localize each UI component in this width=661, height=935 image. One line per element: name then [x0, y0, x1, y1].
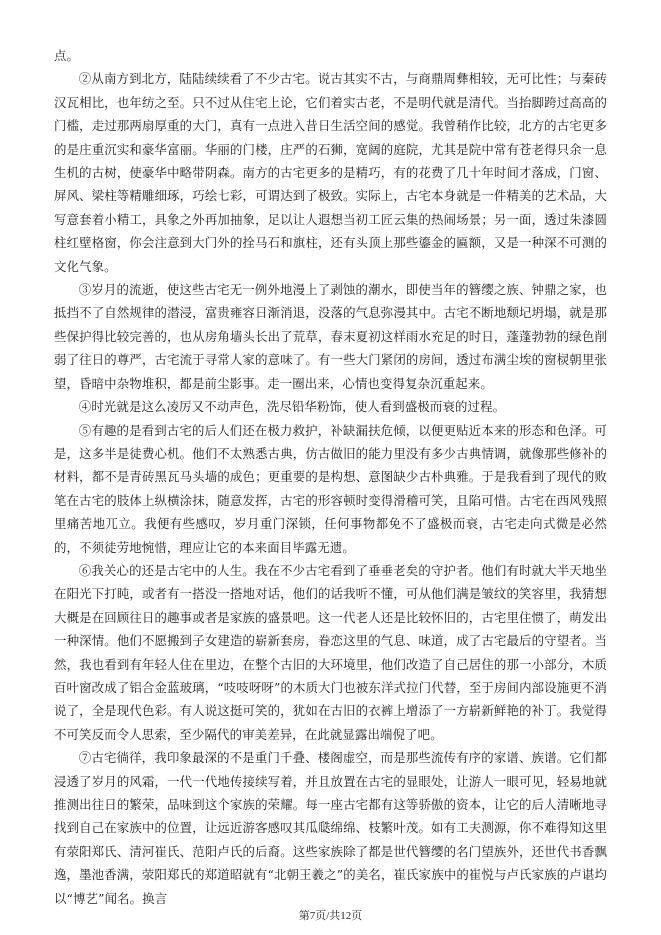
paragraph-5: ⑤有趣的是看到古宅的后人们还在极力救护，补缺漏扶危倾，以便更贴近本来的形态和色泽。可是，这多半是徒费心机。他们不太熟悉古典，仿古做旧的能力里没有多少古典情调，就像那些修补的材料，都不是青砖黑瓦马头墙的成色；更重要的是构想、意图缺少古朴典雅。于是我看到了现代的败笔在古宅的肢体上纵横涂抹，随意发挥，古宅的形容顿时变得滑稽可笑，且陷可惜。古宅在西风残照里痛苦地兀立。我便有些感叹，岁月重门深锁，任何事物都免不了盛极而衰，古宅走向式微是必然的，不须徒劳地惋惜，理应让它的本来面目毕露无遗。: [54, 422, 607, 555]
page-number-footer: 第7页/共12页: [298, 910, 363, 922]
paragraph-2: ②从南方到北方，陆陆续续看了不少古宅。说古其实不古，与商鼎周彝相较，无可比性；与秦砖汉瓦相比，也年纺之至。只不过从住宅上论，它们着实古老，不是明代就是清代。当抬脚跨过高高的门槛，走过那两扇厚重的大门，真有一点进入昔日生活空间的感觉。我曾稍作比较，北方的古宅更多的是庄重沉实和豪华富丽。华丽的门楼，庄严的石狮，宽阔的庭院，尤其是院中常有苍老得只余一息生机的古树，使豪华中略带阴森。南方的古宅更多的是精巧，有的花费了几十年时间才落成，门窗、屏风、梁柱等精雕细琢，巧绘七彩，可谓达到了极致。实际上，古宅本身就是一件精美的艺术品，大写意套着小精工，具象之外再加抽象，足以让人遐想当初工匠云集的热闹场景；另一面，透过朱漆圆柱红壁格窗，你会注意到大门外的拴马石和旗柱，还有头顶上那些鎏金的匾额，又是一种深不可测的文化气象。: [54, 71, 607, 274]
paragraph-continuation: 点。: [54, 48, 80, 63]
paragraph-6: ⑥我关心的还是古宅中的人生。我在不少古宅看到了垂垂老矣的守护者。他们有时就大半天地坐在阳光下打盹，或者有一搭没一搭地对话，他们的话我听不懂，可从他们满是皱纹的笑容里，我猜想大概是在回顾往日的趣事或者是家族的盛景吧。这一代老人还是比较怀旧的，古宅里住惯了，萌发出一种深情。他们不愿搬到子女建造的崭新套房，眷恋这里的气息、味道，成了古宅最后的守望者。当然，我也看到有年轻人住在里边，在整个古旧的大环境里，他们改造了自己居住的那一小部分，木质百叶窗改成了铝合金蓝玻璃，“吱吱呀呀”的木质大门也被东洋式拉门代替，至于房间内部设施更不消说了，全是现代色彩。有人说这挺可笑的，犹如在古旧的衣裤上增添了一方崭新鲜艳的补丁。我觉得不可笑反而令人思索，至少隔代的审美差异，在此就显露出端倪了吧。: [54, 562, 607, 742]
paragraph-3: ③岁月的流逝，使这些古宅无一例外地漫上了剥蚀的潮水，即使当年的簪缨之族、钟鼎之家，也抵挡不了自然规律的潜浸，富贵雍容日渐消退，没落的气息弥漫其中。古宅不断地颓圮坍塌，就是那些保护得比较完善的，也从房角墙头长出了荒草，春末夏初这样雨水充足的时日，蓬蓬勃勃的绿色削弱了往日的尊严，古宅流于寻常人家的意味了。有一些大门紧闭的房间，透过布满尘埃的窗棂朝里张望，昏暗中杂物堆积，都是前尘影事。走一圈出来，心情也变得复杂沉重起来。: [54, 282, 607, 391]
paragraph-4: ④时光就是这么凌厉又不动声色，洗尽铅华粉饰，使人看到盛极而衰的过程。: [78, 399, 506, 415]
paragraph-7: ⑦古宅徜徉，我印象最深的不是重门千叠、楼阁虚空，而是那些流传有序的家谱、族谱。它们都浸透了岁月的风霜，一代一代地传接续写着，并且放置在古宅的显眼处，让游人一眼可见，轻易地就推测出往日的繁荣，品味到这个家族的荣耀。每一座古宅都有这等骄傲的资本，让它的后人清晰地寻找到自己在家族中的位置，让远近游客感叹其瓜瓞绵绵、枝繁叶茂。如有工夫测源，你不难得知这里有荥阳郑氏、清河崔氏、范阳卢氏的后裔。这些家族除了都是世代簪缨的名门望族外，还世代书香飘逸，墨池香满，荥阳郑氏的郑道昭就有“北朝王羲之”的美名，崔氏家族中的崔悦与卢氏家族的卢谌均以“博艺”闻名。换言: [54, 750, 607, 906]
